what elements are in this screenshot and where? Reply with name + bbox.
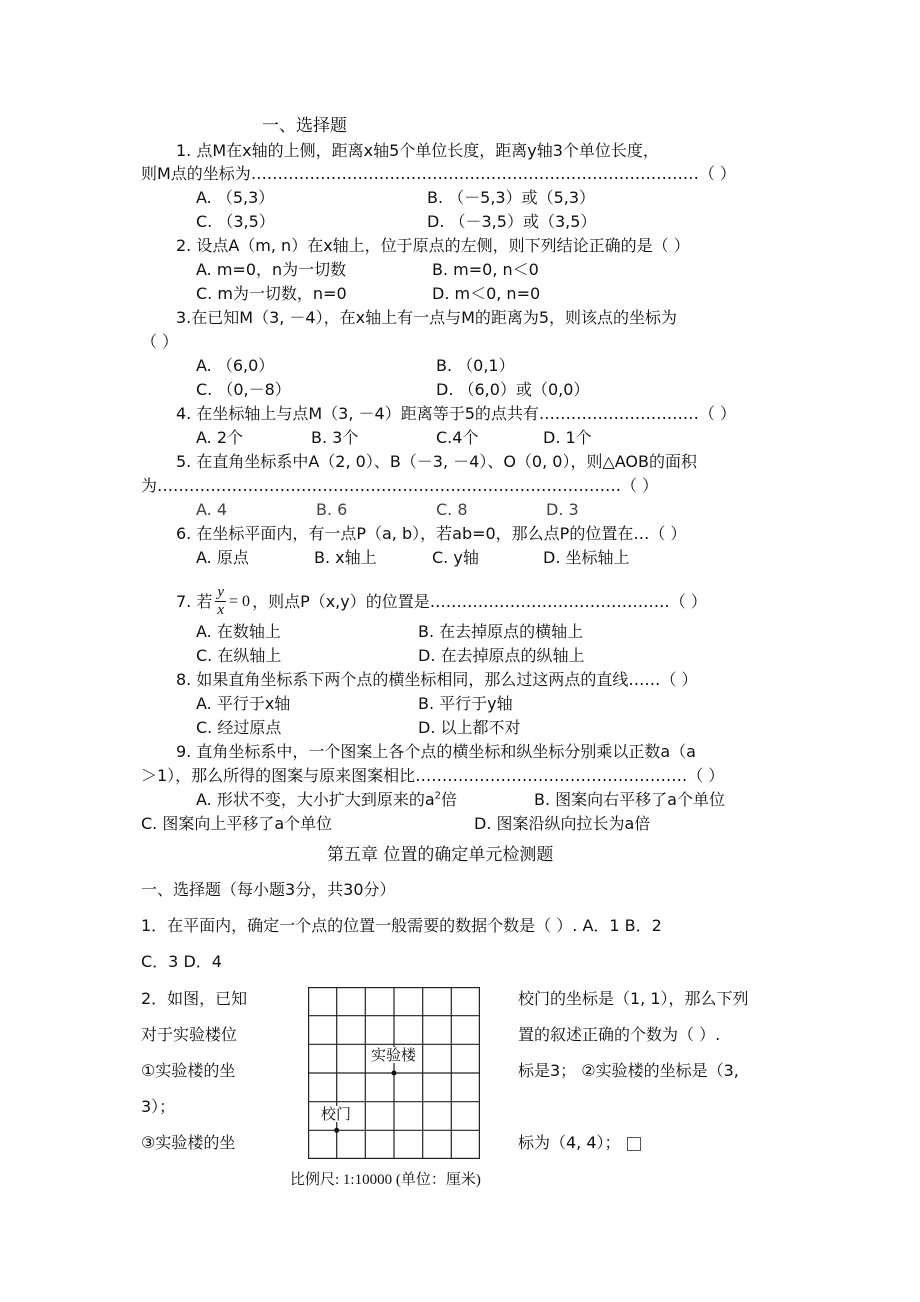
q8-option-c: C. 经过原点 xyxy=(196,718,282,737)
gate-point xyxy=(334,1128,339,1133)
question-1-text-cont: 则M点的坐标为…………………………………………………………………………（ ） xyxy=(141,164,736,183)
p2-q2-right-2: 置的叙述正确的个数为（ ）. xyxy=(518,1025,721,1044)
q9-option-a: A. 形状不变，大小扩大到原来的$a^2$倍 xyxy=(196,790,458,809)
checkbox-glyph xyxy=(627,1137,641,1151)
q8-option-a: A. 平行于x轴 xyxy=(196,694,291,713)
q2-option-c: C. m为一切数，n=0 xyxy=(196,284,347,303)
q2-option-d: D. m＜0, n=0 xyxy=(432,284,541,303)
q1-option-c: C. （3,5） xyxy=(196,212,275,231)
q2-option-b: B. m=0, n＜0 xyxy=(432,260,539,279)
q4-option-b: B. 3个 xyxy=(311,428,359,447)
p2-q2-left-1: 2．如图，已知 xyxy=(141,989,248,1008)
q3-option-b: B. （0,1） xyxy=(436,356,515,375)
q5-option-c: C. 8 xyxy=(436,500,468,519)
p2-question-1-text-cont: C．3 D．4 xyxy=(141,952,222,971)
grid-svg xyxy=(308,987,480,1159)
q8-option-d: D. 以上都不对 xyxy=(418,718,521,737)
q5-option-d: D. 3 xyxy=(546,500,579,519)
p2-q2-left-2: 对于实验楼位 xyxy=(141,1025,238,1044)
q9-option-c: C. 图案向上平移了a个单位 xyxy=(141,814,333,833)
q2-option-a: A. m=0，n为一切数 xyxy=(196,260,347,279)
p2-q2-right-3: 标是3； ②实验楼的坐标是（3, xyxy=(518,1061,739,1080)
q6-option-c: C. y轴 xyxy=(432,548,479,567)
q7-option-c: C. 在纵轴上 xyxy=(196,646,282,665)
q5-option-b: B. 6 xyxy=(316,500,348,519)
q7-option-d: D. 在去掉原点的纵轴上 xyxy=(418,646,585,665)
question-8-text: 8. 如果直角坐标系下两个点的横坐标相同，那么过这两点的直线……（ ） xyxy=(176,670,698,689)
question-3-text-cont: （ ） xyxy=(141,332,179,351)
q1-option-d: D. （－3,5）或（3,5） xyxy=(427,212,597,231)
q4-option-d: D. 1个 xyxy=(543,428,592,447)
q9-option-d: D. 图案沿纵向拉长为a倍 xyxy=(474,814,651,833)
q8-option-b: B. 平行于y轴 xyxy=(418,694,513,713)
q6-option-b: B. x轴上 xyxy=(314,548,377,567)
map-caption: 比例尺: 1:10000 (单位：厘米) xyxy=(290,1172,481,1188)
p2-q2-left-4: 3）； xyxy=(141,1097,176,1116)
q1-option-b: B. （－5,3）或（5,3） xyxy=(427,188,596,207)
q6-option-a: A. 原点 xyxy=(196,548,249,567)
p2-question-1-text: 1．在平面内，确定一个点的位置一般需要的数据个数是（ ）. A．1 B．2 xyxy=(141,916,662,935)
q6-option-d: D. 坐标轴上 xyxy=(543,548,630,567)
section-heading-2: 一、选择题（每小题3分，共30分） xyxy=(141,880,396,899)
q7-option-b: B. 在去掉原点的横轴上 xyxy=(418,622,584,641)
p2-q2-left-5: ③实验楼的坐 xyxy=(141,1133,236,1152)
q7-option-a: A. 在数轴上 xyxy=(196,622,281,641)
question-9-text: 9. 直角坐标系中，一个图案上各个点的横坐标和纵坐标分别乘以正数a（a xyxy=(176,742,696,761)
q4-option-c: C.4个 xyxy=(436,428,479,447)
question-9-text-cont: ＞1），那么所得的图案与原来图案相比……………………………………………（ ） xyxy=(141,766,725,785)
campus-map xyxy=(308,987,480,1159)
question-3-text: 3.在已知M（3, －4），在x轴上有一点与M的距离为5，则该点的坐标为 xyxy=(176,308,678,327)
chapter-title: 第五章 位置的确定单元检测题 xyxy=(327,845,554,865)
q1-option-a: A. （5,3） xyxy=(196,188,275,207)
question-4-text: 4. 在坐标轴上与点M（3, －4）距离等于5的点共有…………………………（ ） xyxy=(176,404,736,423)
question-5-text: 5. 在直角坐标系中A（2, 0）、B（－3, －4）、O（0, 0），则△AOB的面积 xyxy=(176,452,698,471)
section-heading: 一、选择题 xyxy=(262,116,347,136)
gate-label: 校门 xyxy=(321,1105,352,1123)
question-6-text: 6. 在坐标平面内，有一点P（a, b），若ab=0，那么点P的位置在…（ ） xyxy=(176,524,687,543)
q4-option-a: A. 2个 xyxy=(196,428,244,447)
p2-q2-left-3: ①实验楼的坐 xyxy=(141,1061,236,1080)
q9-option-b: B. 图案向右平移了a个单位 xyxy=(534,790,725,809)
p2-q2-right-5: 标为（4, 4）； xyxy=(518,1133,641,1153)
question-7-text: 7. 若 $\frac{y}{x}$ = 0 ，则点P（x,y）的位置是 ……………………………………… （ ） xyxy=(176,584,707,618)
question-1-text: 1. 点M在x轴的上侧，距离x轴5个单位长度，距离y轴3个单位长度， xyxy=(176,141,659,160)
p2-q2-right-1: 校门的坐标是（1, 1），那么下列 xyxy=(518,989,749,1008)
q3-option-c: C. （0,－8） xyxy=(196,380,291,399)
question-2-text: 2. 设点A（m, n）在x轴上，位于原点的左侧，则下列结论正确的是（ ） xyxy=(176,236,690,255)
q3-option-a: A. （6,0） xyxy=(196,356,275,375)
question-5-text-cont: 为……………………………………………………………………………（ ） xyxy=(141,476,659,495)
lab-point xyxy=(392,1071,397,1076)
fraction: $\frac{y}{x}$ xyxy=(217,584,225,618)
q3-option-d: D. （6,0）或（0,0） xyxy=(436,380,590,399)
lab-label: 实验楼 xyxy=(371,1046,417,1064)
q5-option-a: A. 4 xyxy=(196,500,228,519)
